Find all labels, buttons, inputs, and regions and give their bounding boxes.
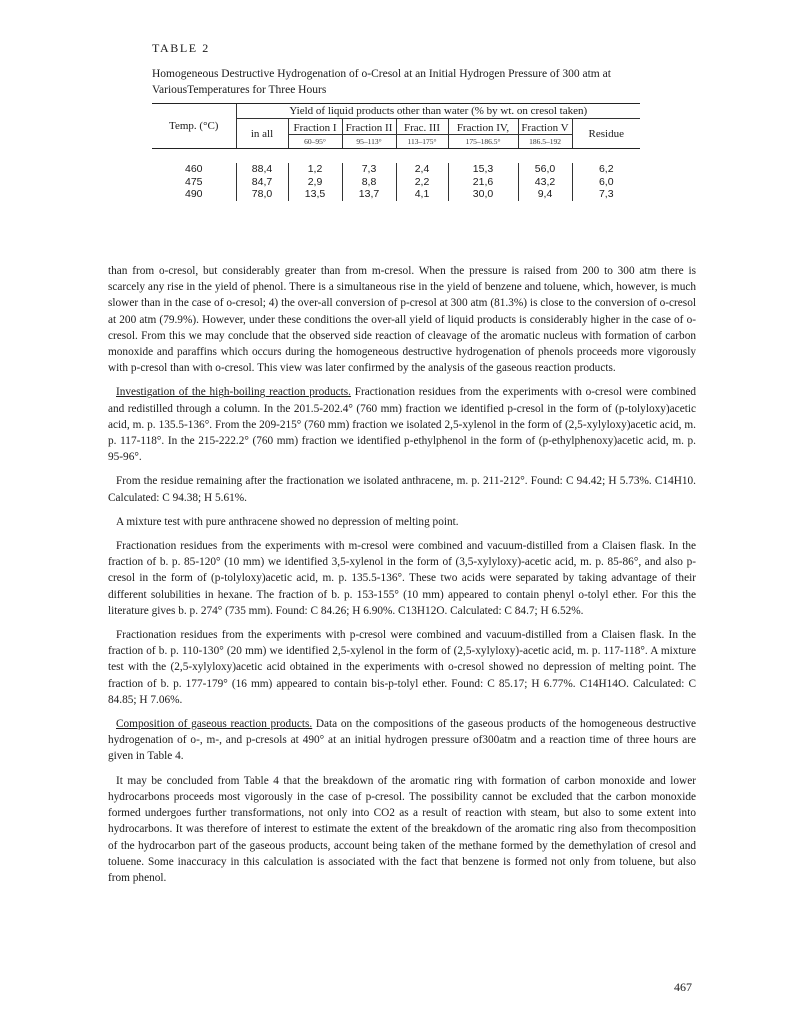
- header-residue: Residue: [572, 119, 640, 149]
- paragraph-1: than from o-cresol, but considerably greater than from m-cresol. When the pressure is raised from 200 to 300 atm there is scarcely any rise in the yield of phenol. There is a simultaneous rise in the yield of benzene and toluene, which, however, is much slower than in the case of o-cresol; 4) the over-all conversion of p-cresol at 300 atm (81.3%) is close to the conversion of o-cresol at 200 atm (79.9%). However, under these conditions the over-all yield of liquid products is considerably higher in the case of o-cresol. From this we may conclude that the observed side reaction of cleavage of the aromatic nucleus with formation of carbon monoxide and paraffins which occurs during the homogeneous destructive hydrogenation of phenols proceeds more vigorously with p-cresol than with o-cresol. This view was later confirmed by the analysis of the gaseous reaction products.: [108, 265, 696, 375]
- header-fraction-4: Fraction IV, 175–186.5°: [448, 119, 518, 149]
- header-temp: Temp. (°C): [152, 104, 236, 149]
- table-caption: Homogeneous Destructive Hydrogenation of o-Cresol at an Initial Hydrogen Pressure of 300 atm at VariousTemperatures for Three Hours: [152, 68, 611, 96]
- header-fraction-5: Fraction V 186.5–192: [518, 119, 572, 149]
- paragraph-2: Investigation of the high-boiling reaction products. Fractionation residues from the experiments with o-cresol were combined and redistilled through a column. In the 201.5-202.4° (760 mm) fraction we identified p-cresol in the form of (p-tolyloxy)acetic acid, m. p. 135.5-136°. From the 209-215° (760 mm) fraction we isolated 2,5-xylenol in the form of (2,5-xylyloxy)acetic acid, m. p. 117-118°. In the 215-222.2° (760 mm) fraction we identified p-ethylphenol in the form of (p-ethylphenoxy)acetic acid, m. p. 95-96°.: [108, 386, 697, 464]
- paragraph-3: From the residue remaining after the fractionation we isolated anthracene, m. p. 211-212°. Found: C 94.42; H 5.73%. C14H10. Calculated: C 94.38; H 5.61%.: [108, 475, 696, 504]
- header-yield-span: Yield of liquid products other than water (% by wt. on cresol taken): [236, 104, 640, 119]
- page-number: 467: [674, 980, 692, 994]
- table-row: 460 88,4 1,2 7,3 2,4 15,3 56,0 6,2: [152, 163, 640, 176]
- paragraph-7: Composition of gaseous reaction products. Data on the compositions of the gaseous products of the homogeneous destructive hydrogenation of o-, m-, and p-cresols at 490° at an initial hydrogen pressure of300atm and a reaction time of three hours are given in Table 4.: [108, 718, 696, 763]
- table-2: [152, 103, 640, 201]
- header-in-all: in all: [236, 119, 288, 149]
- paragraph-5: Fractionation residues from the experiments with m-cresol were combined and vacuum-distilled from a Claisen flask. In the fraction of b. p. 85-120° (10 mm) we identified 3,5-xylenol in the form of (3,5-xylyloxy)-acetic acid, m. p. 85-86°, and also p-cresol in the form of (p-tolyloxy)acetic acid, m. p. 135.5-136°. These two acids were separated by taking advantage of their different solubilities in hexane. The fraction of b. p. 153-155° (10 mm) appeared to contain phenyl o-tolyl ether. For this the literature gives b. p. 274° (735 mm). Found: C 84.26; H 6.90%. C13H12O. Calculated: C 84.7; H 6.52%.: [108, 540, 696, 617]
- paragraph-4: A mixture test with pure anthracene showed no depression of melting point.: [116, 515, 459, 528]
- section-heading-high-boiling: Investigation of the high-boiling reaction products.: [116, 386, 351, 399]
- paragraph-6: Fractionation residues from the experiments with p-cresol were combined and vacuum-distilled from a Claisen flask. In the fraction of b. p. 110-130° (20 mm) we identified 2,5-xylenol in the form of (2,5-xylyloxy)-acetic acid, m. p. 117-118°. A mixture test with the (2,5-xylyloxy)acetic acid obtained in the experiments with o-cresol showed no depression of melting point. The fraction of b. p. 177-179° (16 mm) appeared to contain bis-p-tolyl ether. Found: C 85.17; H 6.77%. C14H14O. Calculated: C 84.85; H 7.06%.: [108, 629, 696, 706]
- table-row: 490 78,0 13,5 13,7 4,1 30,0 9,4 7,3: [152, 188, 640, 201]
- body-text: [108, 263, 696, 894]
- table-row: 475 84,7 2,9 8,8 2,2 21,6 43,2 6,0: [152, 176, 640, 189]
- section-heading-gaseous: Composition of gaseous reaction products.: [116, 718, 313, 731]
- paragraph-8: It may be concluded from Table 4 that the breakdown of the aromatic ring with formation of carbon monoxide and lower hydrocarbons proceeds most vigorously in the case of p-cresol. The possibility cannot be excluded that the carbon monoxide formed undergoes further transformations, not only into CO2 as a result of reaction with steam, but also to some extent into hydrocarbons. It was therefore of interest to estimate the extent of the breakdown of the aromatic ring also from thecomposition of the hydrocarbon part of the gaseous products, account being taken of the methane formed by the demethylation of cresol and toluene. Some inaccuracy in this calculation is associated with the fact that benzene is formed not only from toluene, but also from phenol.: [108, 774, 696, 884]
- header-fraction-1: Fraction I 60–95°: [288, 119, 342, 149]
- table-label: TABLE 2: [152, 41, 210, 55]
- header-fraction-3: Frac. III 113–175°: [396, 119, 448, 149]
- header-fraction-2: Fraction II 95–113°: [342, 119, 396, 149]
